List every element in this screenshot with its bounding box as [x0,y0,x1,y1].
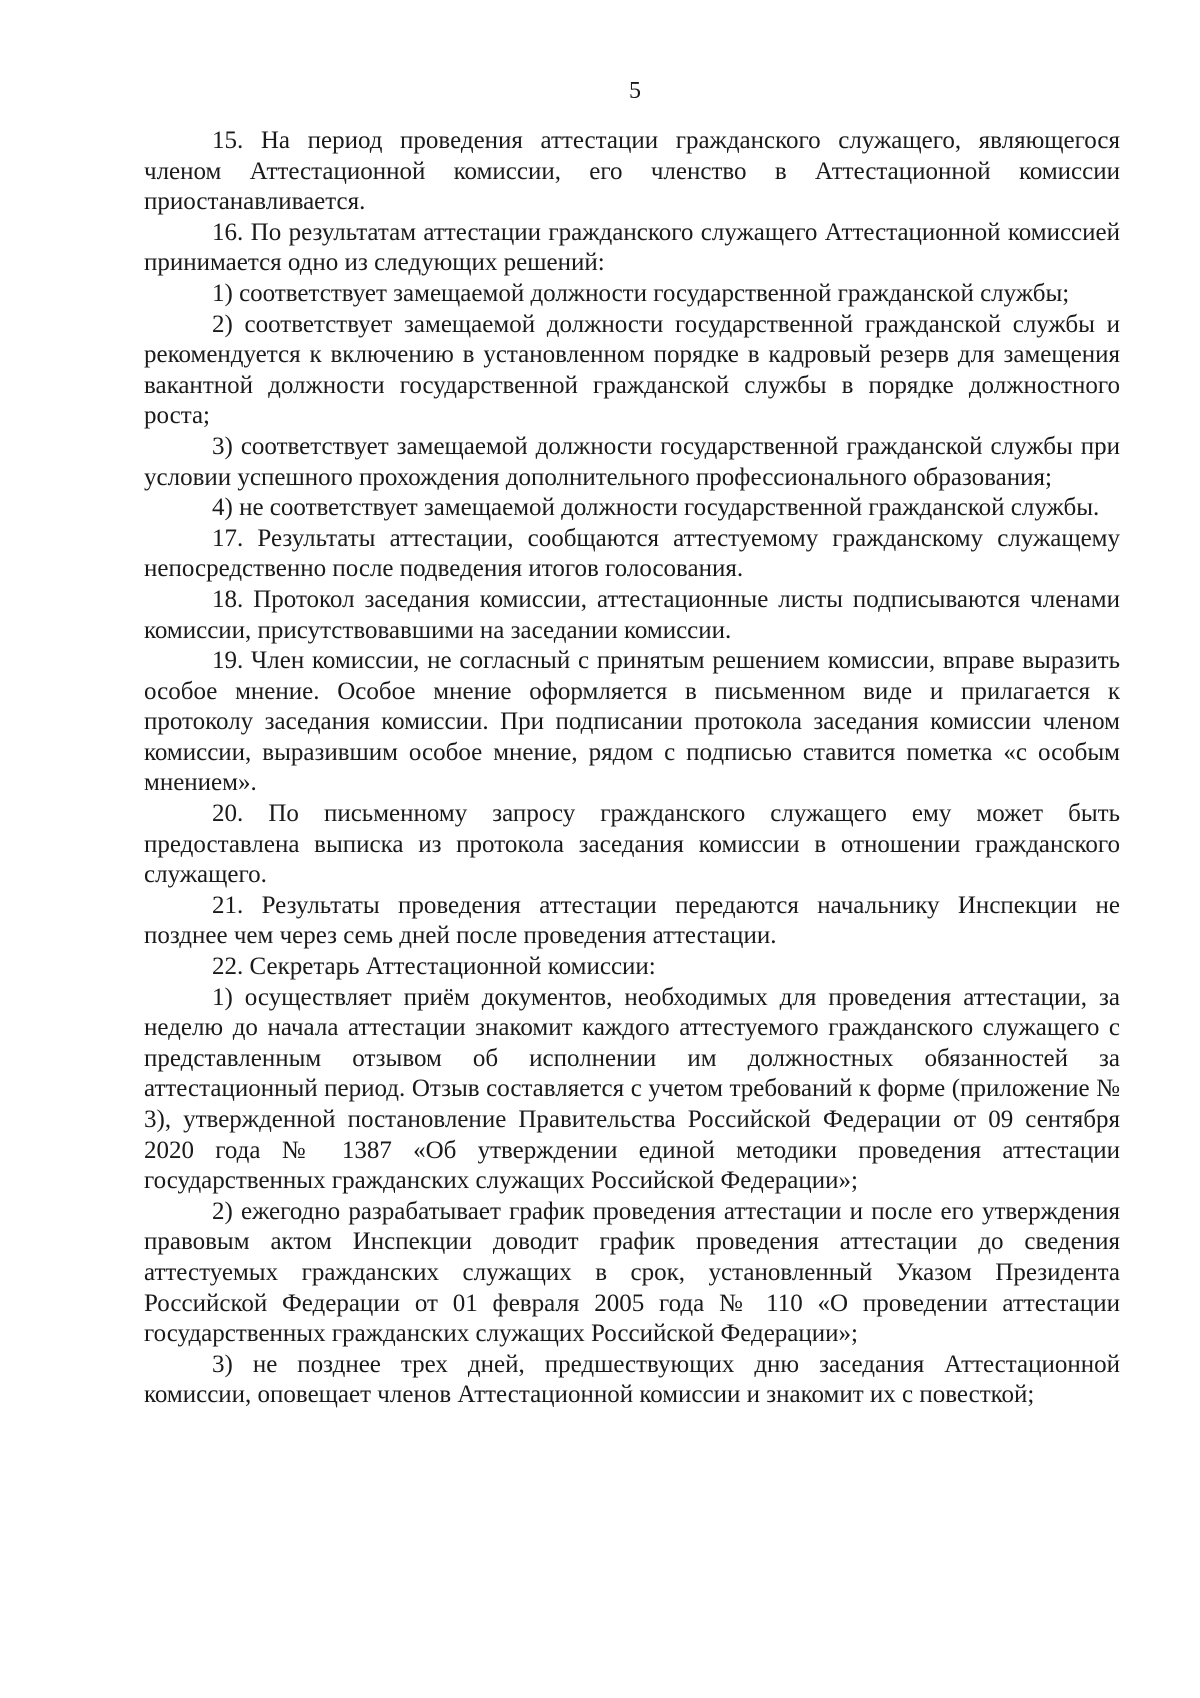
paragraph-19: 19. Член комиссии, не согласный с принятым решением комиссии, вправе выразить особое мнение. Особое мнение оформляется в письменном виде и прилагается к протоколу заседания комиссии. При подписании протокола заседания комиссии членом комиссии, выразившим особое мнение, рядом с подписью ставится пометка «с особым мнением». [144,647,1120,797]
page-number: 5 [629,78,641,104]
paragraph-15: 15. На период проведения аттестации гражданского служащего, являющегося членом Аттестационной комиссии, его членство в Аттестационной комиссии приостанавливается. [144,127,1120,216]
paragraph-17: 17. Результаты аттестации, сообщаются аттестуемому гражданскому служащему непосредственно после подведения итогов голосования. [144,524,1120,583]
paragraph-16: 16. По результатам аттестации гражданского служащего Аттестационной комиссией принимается одно из следующих решений: [144,218,1120,277]
paragraph-18: 18. Протокол заседания комиссии, аттестационные листы подписываются членами комиссии, присутствовавшими на заседании комиссии. [144,585,1120,644]
paragraph-22-item-3: 3) не позднее трех дней, предшествующих дню заседания Аттестационной комиссии, оповещает членов Аттестационной комиссии и знакомит их с повесткой; [144,1350,1120,1409]
paragraph-22-item-1: 1) осуществляет приём документов, необходимых для проведения аттестации, за неделю до начала аттестации знакомит каждого аттестуемого гражданского служащего с представленным отзывом об исполнении им должностных обязанностей за аттестационный период. Отзыв составляется с учетом требований к форме (приложение № 3), утвержденной постановление Правительства Российской Федерации от 09 сентября 2020 года № 1387 «Об утверждении единой методики проведения аттестации государственных гражданских служащих Российской Федерации»; [144,983,1120,1195]
paragraph-16-item-4: 4) не соответствует замещаемой должности государственной гражданской службы. [212,494,1100,522]
paragraph-21: 21. Результаты проведения аттестации передаются начальнику Инспекции не позднее чем через семь дней после проведения аттестации. [144,891,1120,950]
document-body [144,126,1120,1411]
paragraph-22-item-2: 2) ежегодно разрабатывает график проведения аттестации и после его утверждения правовым актом Инспекции доводит график проведения аттестации до сведения аттестуемых гражданских служащих в срок, установленный Указом Президента Российской Федерации от 01 февраля 2005 года № 110 «О проведении аттестации государственных гражданских служащих Российской Федерации»; [144,1197,1120,1348]
paragraph-16-item-1: 1) соответствует замещаемой должности государственной гражданской службы; [212,279,1070,307]
paragraph-16-item-2: 2) соответствует замещаемой должности государственной гражданской службы и рекомендуется к включению в установленном порядке в кадровый резерв для замещения вакантной должности государственной гражданской службы в порядке должностного роста; [144,310,1120,430]
paragraph-16-item-3: 3) соответствует замещаемой должности государственной гражданской службы при условии успешного прохождения дополнительного профессионального образования; [144,432,1120,491]
paragraph-22: 22. Секретарь Аттестационной комиссии: [212,953,656,981]
paragraph-20: 20. По письменному запросу гражданского служащего ему может быть предоставлена выписка из протокола заседания комиссии в отношении гражданского служащего. [144,800,1120,889]
